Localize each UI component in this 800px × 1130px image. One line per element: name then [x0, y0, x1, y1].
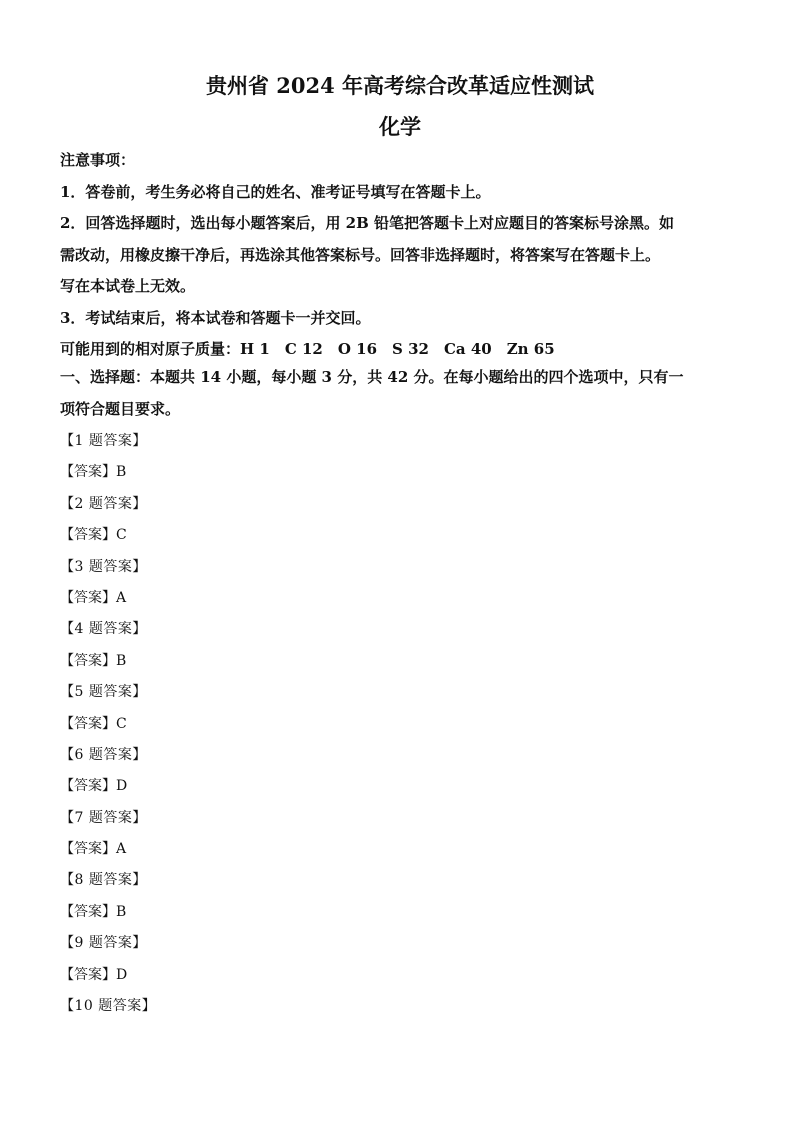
question-heading: 【4 题答案】 — [60, 621, 147, 638]
notes-line: 写在本试卷上无效。 — [60, 277, 196, 295]
answer-line: 【答案】B — [60, 903, 127, 920]
notes-line: 3．考试结束后，将本试卷和答题卡一并交回。 — [60, 308, 371, 327]
atomic-mass-line: 可能用到的相对原子质量：H 1 C 12 O 16 S 32 Ca 40 Zn 65 — [60, 340, 555, 358]
notes-heading: 注意事项： — [60, 151, 136, 169]
question-heading: 【2 题答案】 — [60, 495, 147, 512]
notes-line: 2．回答选择题时，选出每小题答案后，用 2B 铅笔把答题卡上对应题目的答案标号涂黑。如 — [60, 214, 675, 232]
question-heading: 【5 题答案】 — [60, 684, 147, 701]
answer-line: 【答案】B — [60, 464, 127, 481]
answer-line: 【答案】D — [60, 966, 128, 983]
answer-line: 【答案】A — [60, 589, 127, 606]
notes-block — [60, 150, 740, 371]
answer-line: 【答案】D — [60, 778, 128, 795]
question-heading: 【9 题答案】 — [60, 935, 147, 952]
section-line: 项符合题目要求。 — [60, 399, 181, 418]
answer-line: 【答案】A — [60, 841, 127, 858]
question-heading: 【10 题答案】 — [60, 998, 157, 1015]
answer-line: 【答案】C — [60, 715, 127, 732]
answer-line: 【答案】C — [60, 527, 127, 544]
section-line: 一、选择题：本题共 14 小题，每小题 3 分，共 42 分。在每小题给出的四个选项中，只有一 — [60, 368, 684, 386]
section-heading — [60, 367, 740, 430]
question-heading: 【7 题答案】 — [60, 809, 147, 826]
question-heading: 【3 题答案】 — [60, 558, 147, 575]
exam-title: 贵州省 2024 年高考综合改革适应性测试 — [205, 73, 595, 98]
question-heading: 【6 题答案】 — [60, 746, 147, 763]
answer-line: 【答案】B — [60, 652, 127, 669]
question-heading: 【1 题答案】 — [60, 433, 147, 449]
notes-line: 需改动，用橡皮擦干净后，再选涂其他答案标号。回答非选择题时，将答案写在答题卡上。 — [60, 245, 661, 264]
notes-line: 1．答卷前，考生务必将自己的姓名、准考证号填写在答题卡上。 — [60, 182, 491, 201]
question-heading: 【8 题答案】 — [60, 872, 147, 889]
answer-list — [60, 431, 460, 1027]
subject-title: 化学 — [379, 114, 421, 139]
